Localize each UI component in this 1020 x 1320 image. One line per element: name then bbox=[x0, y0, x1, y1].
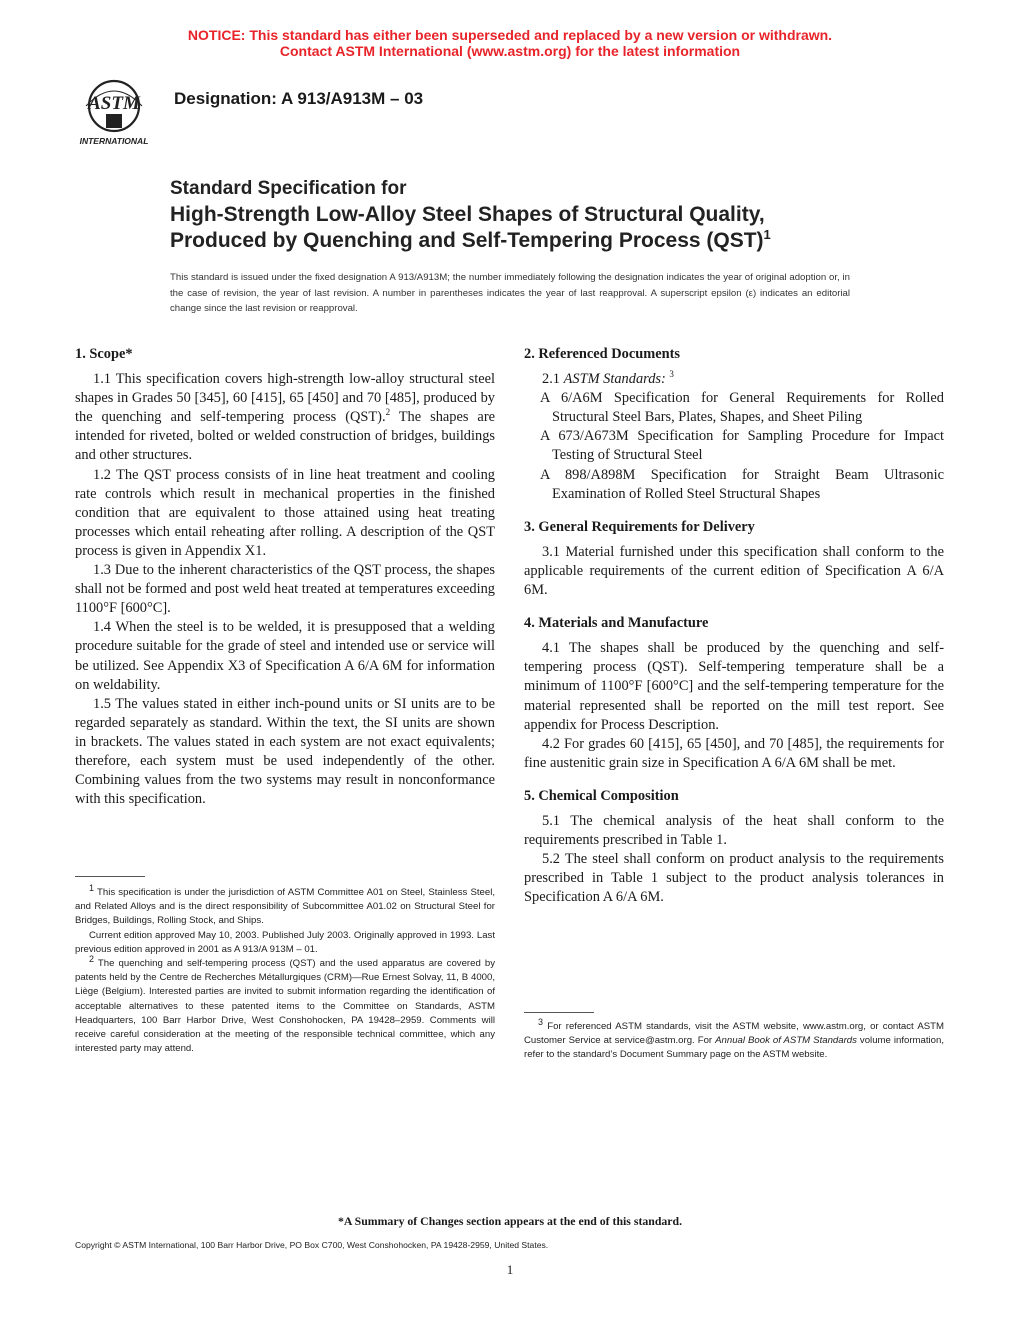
footnote-3-text-cont: volume information, refer to the standard’s Document Summary page on the ASTM website. bbox=[524, 1035, 944, 1061]
copyright: Copyright © ASTM International, 100 Barr Harbor Drive, PO Box C700, West Conshohocken, PA 19428-2959, United States. bbox=[75, 1240, 549, 1250]
footnote-mark-2: 2 bbox=[385, 407, 391, 418]
section-heading-referenced-documents: 2. Referenced Documents bbox=[524, 346, 680, 362]
left-column bbox=[75, 345, 495, 809]
footnote-divider-right bbox=[524, 1012, 594, 1013]
notice-line-2: Contact ASTM International (www.astm.org) for the latest information bbox=[279, 43, 741, 59]
footnote-1-mark: 1 bbox=[89, 882, 95, 893]
footnote-2-text: The quenching and self-tempering process (QST) and the used apparatus are covered by patents held by the Centre de Recherches Métallurgiques (CRM)—Rue Ernest Solvay, 11, B 4000, Liège (Belgium). Interested parties are invited to submit information regarding the identification of acceptable alternatives to these patented items to the Committee on Standards, ASTM Headquarters, 100 Barr Harbor Drive, West Conshohocken, PA 19428–2959. Comments will receive careful consideration at the meeting of the responsible technical committee, which any interested party may attend. bbox=[75, 958, 495, 1055]
paragraph-1-1 bbox=[75, 370, 495, 465]
paragraph-2-1-text: 2.1 bbox=[542, 371, 564, 388]
footnote-1 bbox=[75, 882, 495, 929]
paragraph-5-2: 5.2 The steel shall conform on product analysis to the requirements prescribed in Table 1 subject to the product analysis tolerances in Specification A 6/A 6M. bbox=[524, 851, 944, 906]
footnotes-right bbox=[524, 1016, 945, 1063]
footnotes-left bbox=[75, 882, 495, 1056]
footnote-3 bbox=[524, 1016, 945, 1063]
reference-a673: A 673/A673M Specification for Sampling Procedure for Impact Testing of Structural Steel bbox=[540, 428, 944, 464]
section-heading-scope: 1. Scope* bbox=[75, 346, 133, 362]
title-line-1: Standard Specification for bbox=[170, 178, 407, 199]
title-line-3-text: Produced by Quenching and Self-Tempering Process (QST) bbox=[170, 229, 764, 252]
footnote-3-italic: Annual Book of ASTM Standards bbox=[715, 1035, 857, 1047]
footnote-mark-3: 3 bbox=[669, 369, 674, 380]
paragraph-4-1: 4.1 The shapes shall be produced by the quenching and self-tempering process (QST). Self-tempering temperature shall be a minimum of 1100°F [600°C] and the self-tempering temperature for the material represented shall be reported on the mill test report. See appendix for Process Description. bbox=[524, 640, 944, 733]
paragraph-4-2: 4.2 For grades 60 [415], 65 [450], and 70 [485], the requirements for fine austenitic grain size in Specification A 6/A 6M shall be met. bbox=[524, 735, 944, 771]
paragraph-1-2: 1.2 The QST process consists of in line heat treatment and cooling rate controls which result in mechanical properties in the finished condition that are equivalent to those attained using heat treating processes which entail reheating after rolling. A description of the QST process is given in Appendix X1. bbox=[75, 466, 495, 559]
footnote-divider-left bbox=[75, 876, 145, 877]
title-line-2: High-Strength Low-Alloy Steel Shapes of Structural Quality, bbox=[170, 203, 765, 226]
astm-logo-icon bbox=[66, 76, 162, 148]
section-heading-materials: 4. Materials and Manufacture bbox=[524, 615, 709, 632]
notice-line-1: NOTICE: This standard has either been superseded and replaced by a new version or withdrawn. bbox=[187, 27, 833, 43]
reference-a898: A 898/A898M Specification for Straight Beam Ultrasonic Examination of Rolled Steel Structural Shapes bbox=[540, 466, 944, 502]
footnote-2-mark: 2 bbox=[89, 953, 95, 964]
section-heading-chemical-composition: 5. Chemical Composition bbox=[524, 787, 679, 804]
notice-banner bbox=[0, 27, 1020, 59]
reference-a6: A 6/A6M Specification for General Requirements for Rolled Structural Steel Bars, Plates, Shapes, and Sheet Piling bbox=[540, 390, 944, 426]
paragraph-1-1-text: 1.1 This specification covers high-strength low-alloy structural steel shapes in Grades 50 [345], 60 [415], 65 [450] and 70 [485], produced by the quenching and self-tempering process (QST). bbox=[75, 371, 495, 426]
section-heading-general-requirements: 3. General Requirements for Delivery bbox=[524, 518, 755, 535]
logo-text: ASTM bbox=[88, 93, 140, 114]
astm-standards-label: ASTM Standards: bbox=[563, 371, 666, 388]
paragraph-1-3: 1.3 Due to the inherent characteristics of the QST process, the shapes shall not be formed and post weld heat treated at temperatures exceeding 1100°F [600°C]. bbox=[75, 562, 495, 617]
footnote-1-text: This specification is under the jurisdiction of ASTM Committee A01 on Steel, Stainless Steel, and Related Alloys and is the direct responsibility of Subcommittee A01.02 on Structural Steel for Bridges, Buildings, Rolling Stock, and Ships. bbox=[75, 887, 495, 927]
designation: Designation: A 913/A913M – 03 bbox=[174, 89, 424, 108]
logo-subtext: INTERNATIONAL bbox=[79, 136, 149, 146]
footnote-2 bbox=[75, 953, 495, 1056]
page-number: 1 bbox=[506, 1262, 514, 1277]
paragraph-3-1: 3.1 Material furnished under this specification shall conform to the applicable requirements of the current edition of Specification A 6/A 6M. bbox=[524, 543, 944, 599]
footnote-3-text: For referenced ASTM standards, visit the ASTM website, www.astm.org, or contact ASTM Customer Service at service@astm.org. For bbox=[524, 1021, 945, 1047]
paragraph-1-4: 1.4 When the steel is to be welded, it is presupposed that a welding procedure suitable for the grade of steel and intended use or service will be utilized. See Appendix X3 of Specification A 6/A 6M for information on weldability. bbox=[75, 619, 495, 693]
right-column bbox=[524, 345, 944, 907]
paragraph-1-5: 1.5 The values stated in either inch-pound units or SI units are to be regarded separately as standard. Within the text, the SI units are shown in brackets. The values stated in each system are not exact equivalents; therefore, each system must be used independently of the other. Combining values from the two systems may result in nonconformance with this specification. bbox=[75, 695, 495, 808]
paragraph-1-1-text-cont: The shapes are intended for riveted, bolted or welded construction of bridges, buildings and other structures. bbox=[75, 409, 495, 464]
issue-note: This standard is issued under the fixed designation A 913/A913M; the number immediately following the designation indicates the year of original adoption or, in the case of revision, the year of last revision. A number in parentheses indicates the year of last reapproval. A superscript epsilon (ε) indicates an editorial change since the last revision or reapproval. bbox=[170, 272, 850, 314]
footnote-1-edition: Current edition approved May 10, 2003. Published July 2003. Originally approved in 1993. Last previous edition approved in 2001 as A 913/A 913M – 01. bbox=[75, 929, 495, 955]
document-title bbox=[170, 176, 950, 254]
title-footnote-mark: 1 bbox=[763, 227, 771, 242]
title-line-3 bbox=[170, 228, 950, 254]
summary-note: *A Summary of Changes section appears at the end of this standard. bbox=[337, 1214, 683, 1228]
paragraph-2-1 bbox=[524, 370, 944, 389]
footnote-3-mark: 3 bbox=[538, 1016, 544, 1027]
paragraph-5-1: 5.1 The chemical analysis of the heat shall conform to the requirements prescribed in Table 1. bbox=[524, 812, 944, 849]
